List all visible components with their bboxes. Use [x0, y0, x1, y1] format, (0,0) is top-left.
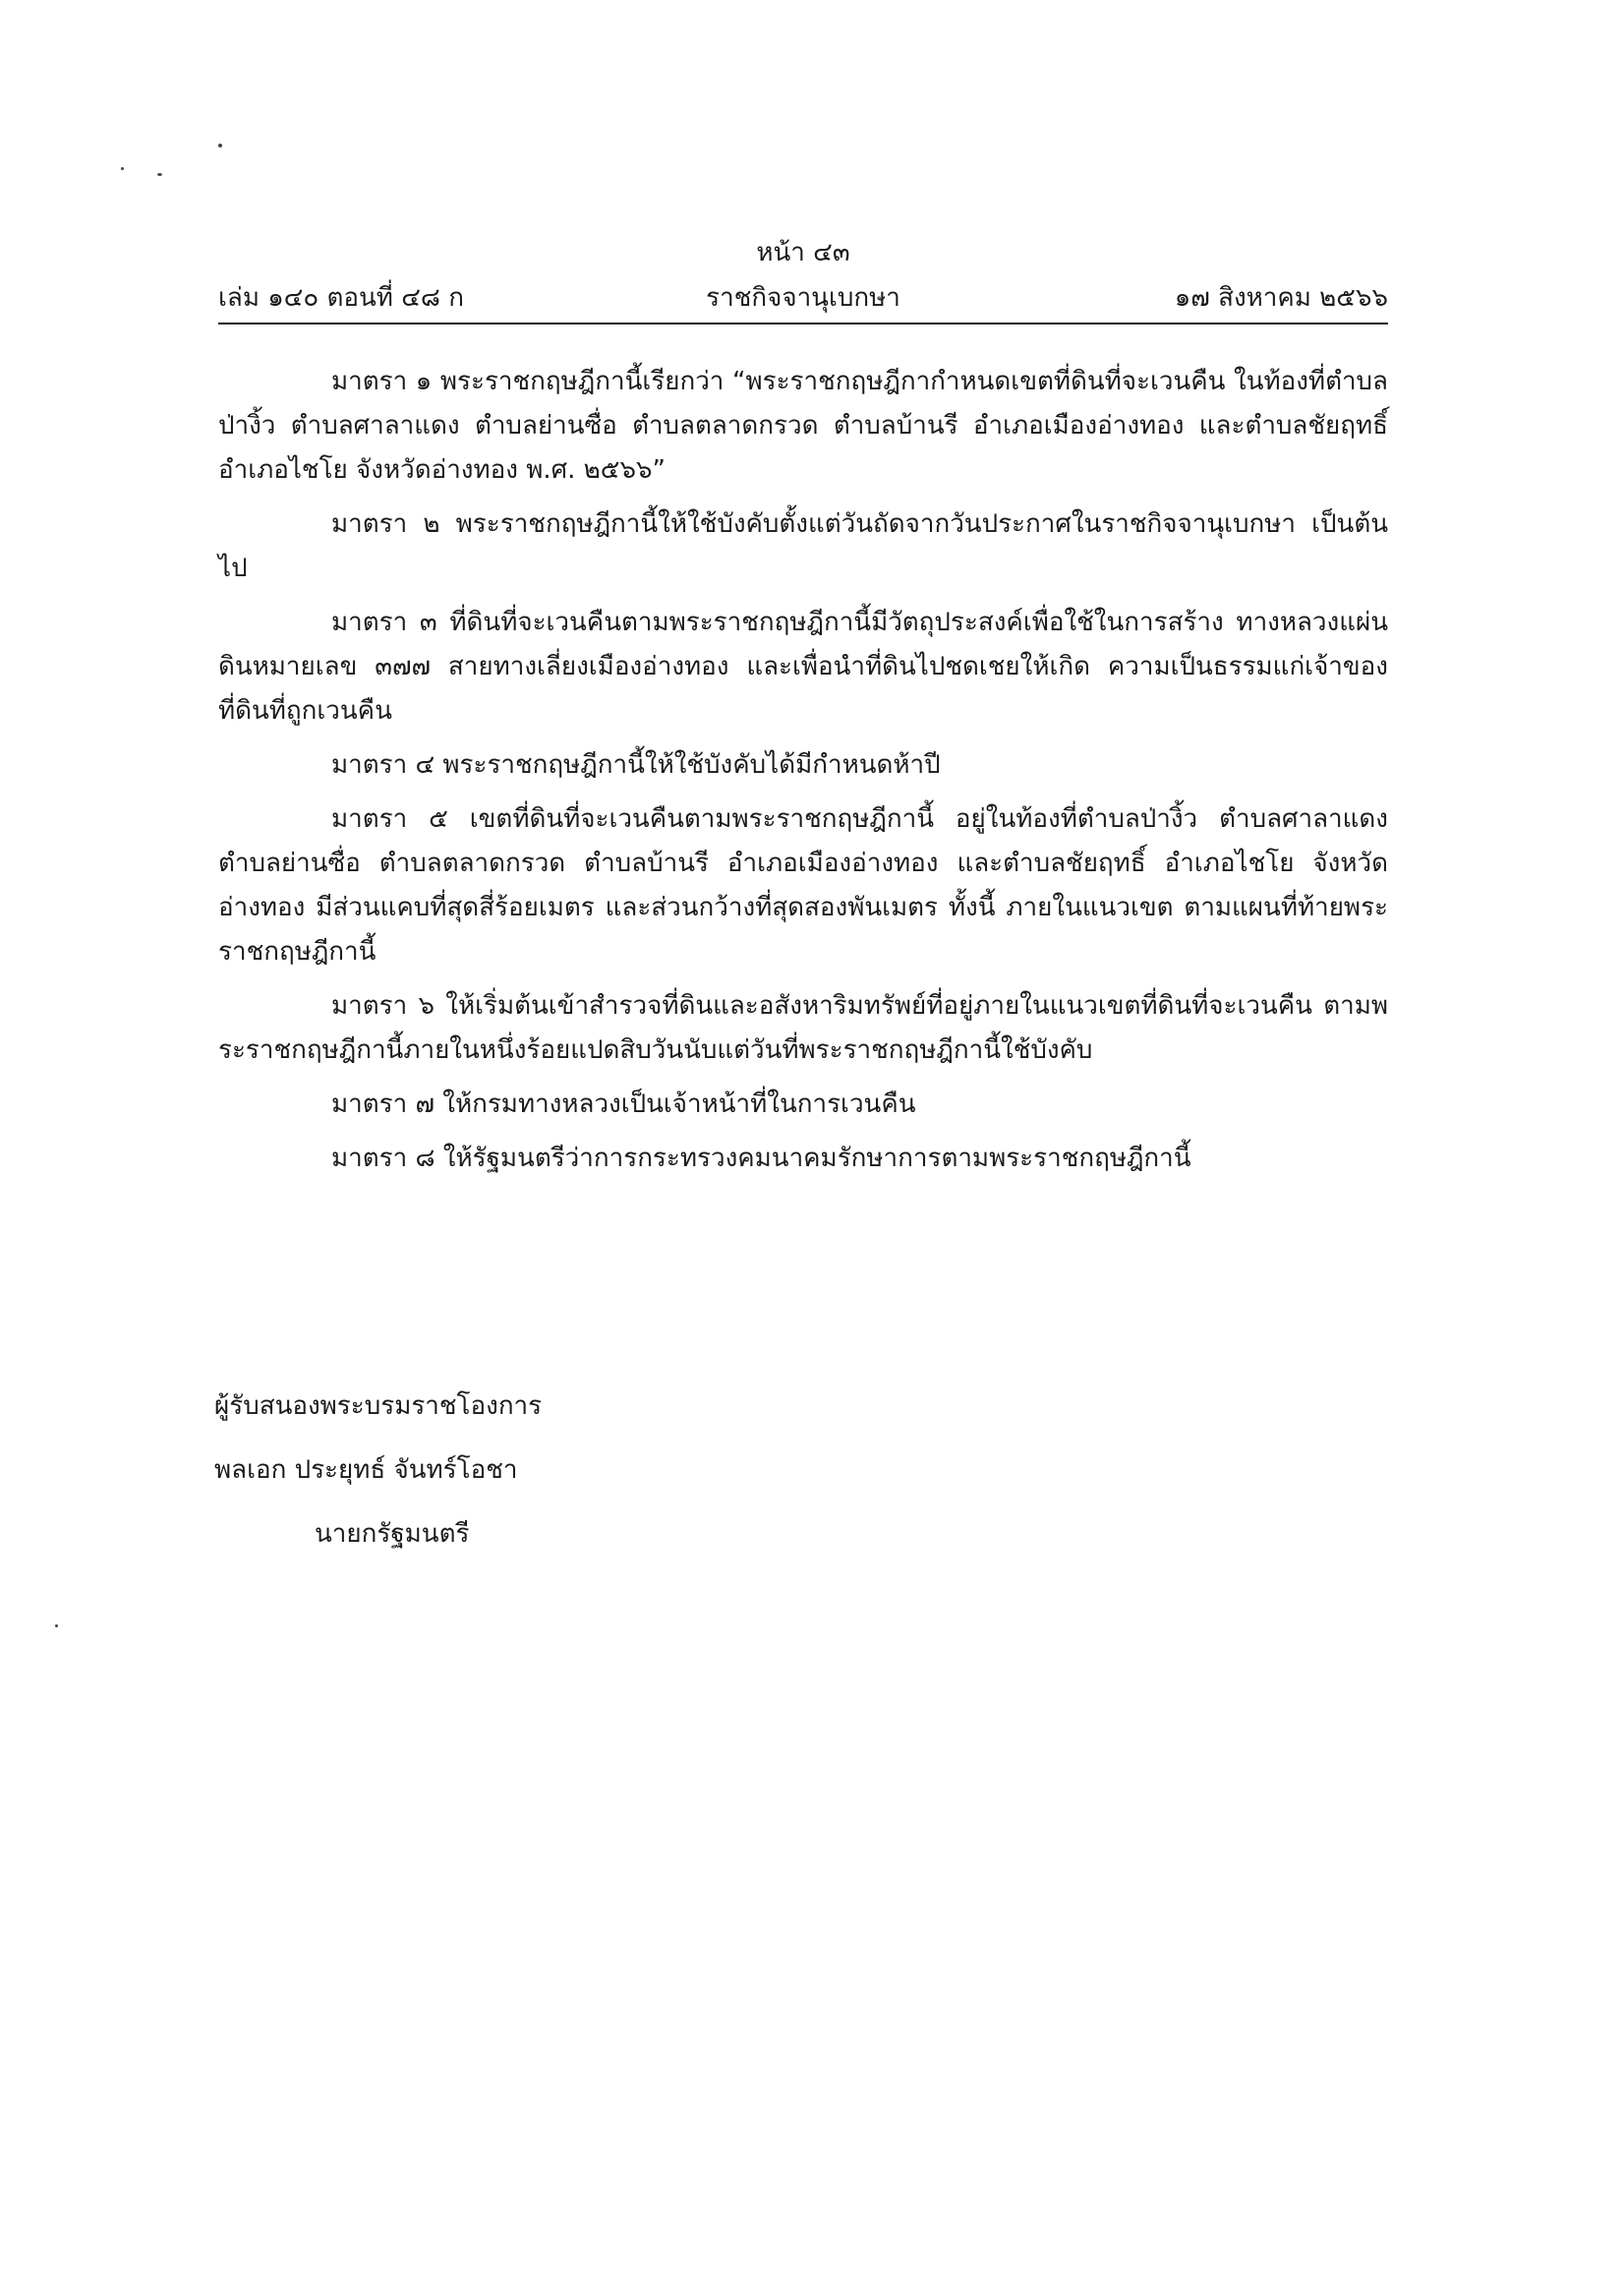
scan-speck — [55, 1624, 58, 1627]
section-8: มาตรา ๘ ให้รัฐมนตรีว่าการกระทรวงคมนาคมรักษาการตามพระราชกฤษฎีกานี้ — [331, 1144, 1191, 1173]
section-5: มาตรา ๕ เขตที่ดินที่จะเวนคืนตามพระราชกฤษฎีกานี้ อยู่ในท้องที่ตำบลป่างิ้ว ตำบลศาลาแดง ตำบลย่านซื่อ ตำบลตลาดกรวด ตำบลบ้านรี อำเภอเมืองอ่างทอง และตำบลชัยฤทธิ์ อำเภอไชโย จังหวัดอ่างทอง มีส่วนแคบที่สุดสี่ร้อยเมตร และส่วนกว้างที่สุดสองพันเมตร ทั้งนี้ ภายในแนวเขต ตามแผนที่ท้ายพระราชกฤษฎีกานี้ — [218, 804, 1388, 967]
section-6: มาตรา ๖ ให้เริ่มต้นเข้าสำรวจที่ดินและอสังหาริมทรัพย์ที่อยู่ภายในแนวเขตที่ดินที่จะเวนคืน ตามพระราชกฤษฎีกานี้ภายในหนึ่งร้อยแปดสิบวันนับแต่วันที่พระราชกฤษฎีกานี้ใช้บังคับ — [218, 991, 1388, 1065]
header-divider — [218, 323, 1388, 324]
signatory-position: นายกรัฐมนตรี — [315, 1519, 470, 1549]
section-4: มาตรา ๔ พระราชกฤษฎีกานี้ให้ใช้บังคับได้มีกำหนดห้าปี — [331, 750, 941, 780]
scan-speck — [121, 167, 124, 170]
gazette-header — [218, 232, 1388, 334]
signature-block — [214, 1375, 902, 1566]
gazette-name: ราชกิจจานุเบกษา — [706, 283, 900, 313]
volume-issue: เล่ม ๑๔๐ ตอนที่ ๔๘ ก — [218, 283, 464, 313]
countersign-label: ผู้รับสนองพระบรมราชโองการ — [214, 1391, 543, 1421]
decree-body — [218, 360, 1388, 1191]
section-1: มาตรา ๑ พระราชกฤษฎีกานี้เรียกว่า “พระราชกฤษฎีกากำหนดเขตที่ดินที่จะเวนคืน ในท้องที่ตำบลป่างิ้ว ตำบลศาลาแดง ตำบลย่านซื่อ ตำบลตลาดกรวด ตำบลบ้านรี อำเภอเมืองอ่างทอง และตำบลชัยฤทธิ์ อำเภอไชโย จังหวัดอ่างทอง พ.ศ. ๒๕๖๖” — [218, 367, 1388, 485]
section-7: มาตรา ๗ ให้กรมทางหลวงเป็นเจ้าหน้าที่ในการเวนคืน — [331, 1089, 916, 1119]
header-row — [218, 277, 1388, 317]
section-3: มาตรา ๓ ที่ดินที่จะเวนคืนตามพระราชกฤษฎีกานี้มีวัตถุประสงค์เพื่อใช้ในการสร้าง ทางหลวงแผ่นดินหมายเลข ๓๗๗ สายทางเลี่ยงเมืองอ่างทอง และเพื่อนำที่ดินไปชดเชยให้เกิด ความเป็นธรรมแก่เจ้าของที่ดินที่ถูกเวนคืน — [218, 608, 1388, 726]
page-number: หน้า ๔๓ — [756, 238, 850, 267]
scan-speck — [157, 173, 162, 176]
publication-date: ๑๗ สิงหาคม ๒๕๖๖ — [1174, 283, 1388, 313]
signatory-name: พลเอก ประยุทธ์ จันทร์โอชา — [214, 1455, 518, 1485]
section-2: มาตรา ๒ พระราชกฤษฎีกานี้ให้ใช้บังคับตั้งแต่วันถัดจากวันประกาศในราชกิจจานุเบกษา เป็นต้นไป — [218, 509, 1388, 583]
scan-speck — [218, 144, 222, 147]
